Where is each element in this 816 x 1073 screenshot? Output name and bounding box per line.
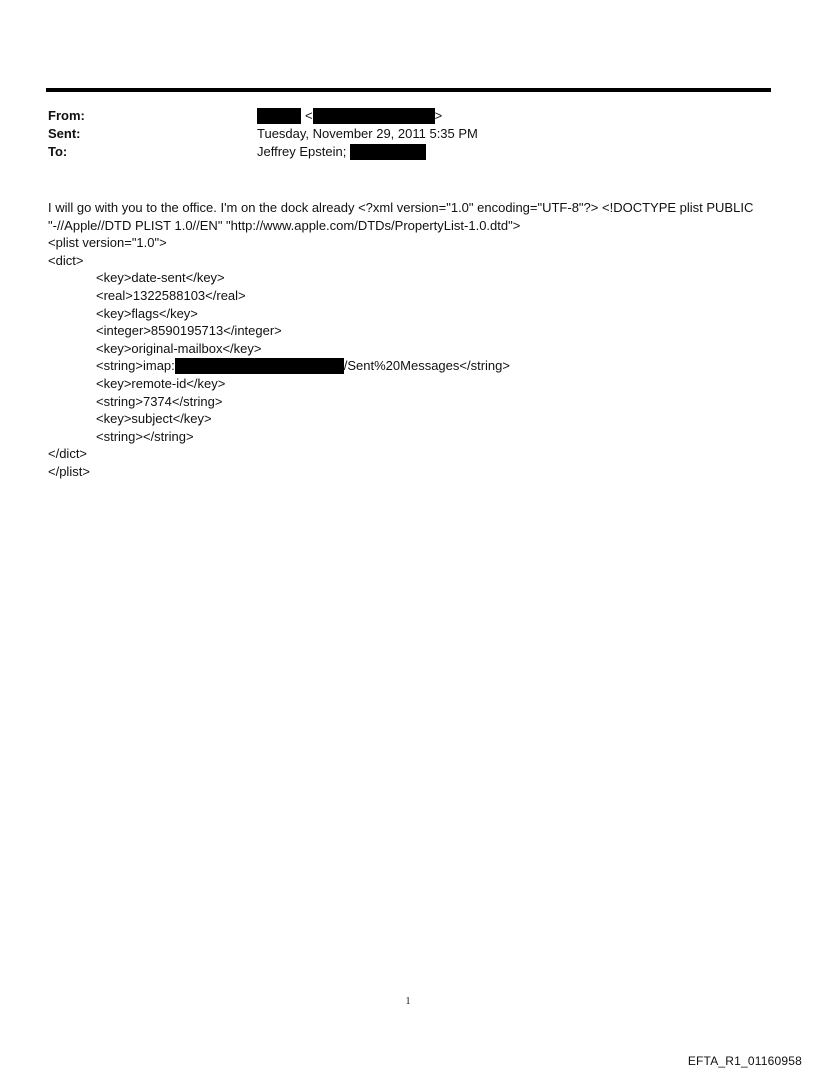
- from-label: From:: [48, 108, 85, 123]
- to-label: To:: [48, 144, 68, 159]
- redaction-block: [350, 144, 426, 160]
- header-divider: [46, 88, 771, 92]
- sent-value: Tuesday, November 29, 2011 5:35 PM: [257, 126, 478, 141]
- body-line: <plist version="1.0">: [48, 235, 167, 251]
- body-line: <string></string>: [96, 428, 194, 444]
- sent-label: Sent:: [48, 126, 81, 141]
- body-line: </dict>: [48, 446, 88, 462]
- body-line: </plist>: [48, 463, 90, 479]
- body-line-imap: [48, 357, 772, 375]
- body-line: <key>original-mailbox</key>: [96, 340, 262, 356]
- body-line: <string>7374</string>: [96, 393, 223, 409]
- body-line: "-//Apple//DTD PLIST 1.0//EN" "http://www.apple.com/DTDs/PropertyList-1.0.dtd">: [48, 217, 521, 233]
- body-line: <key>remote-id</key>: [96, 375, 226, 391]
- from-open-bracket: <: [305, 108, 313, 123]
- from-close-bracket: >: [434, 108, 443, 123]
- redaction-block: [175, 358, 344, 374]
- body-line: <key>subject</key>: [96, 411, 212, 427]
- message-body: [48, 199, 772, 481]
- body-line: <dict>: [48, 252, 84, 268]
- body-line: <key>flags</key>: [96, 305, 198, 321]
- page-number: 1: [405, 996, 411, 1007]
- redaction-block: [313, 108, 435, 124]
- body-line: <key>date-sent</key>: [96, 270, 225, 286]
- imap-prefix: <string>imap:: [96, 358, 175, 374]
- redaction-block: [257, 108, 301, 124]
- from-value: [257, 107, 442, 125]
- body-line: <real>1322588103</real>: [96, 287, 246, 303]
- imap-suffix: /Sent%20Messages</string>: [343, 358, 510, 374]
- to-value: [257, 143, 426, 161]
- body-line: I will go with you to the office. I'm on the dock already <?xml version="1.0" encoding="UTF-8"?> <!DOCTYPE plist PUBLIC: [48, 200, 754, 215]
- body-line: <integer>8590195713</integer>: [96, 323, 282, 339]
- document-id: EFTA_R1_01160958: [687, 1054, 802, 1068]
- to-recipient: Jeffrey Epstein;: [257, 144, 347, 159]
